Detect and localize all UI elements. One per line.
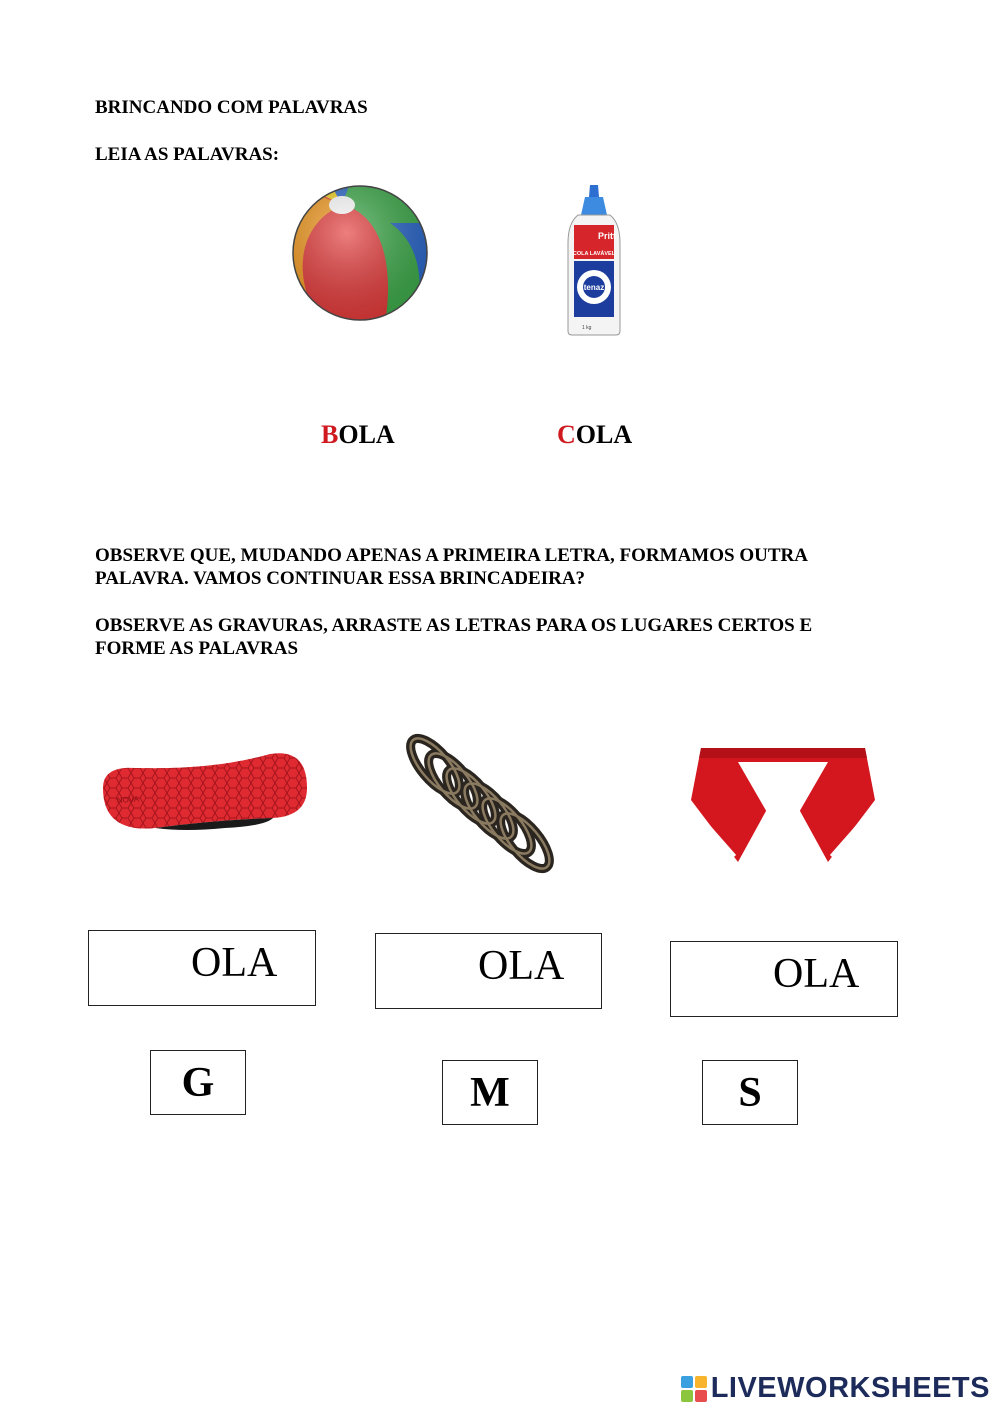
drop-box-2-ending: OLA [478,943,565,989]
example-word-bola [321,420,395,450]
shirt-collar-image [683,740,883,872]
drop-box-3[interactable] [670,941,898,1017]
beach-ball-image [290,183,430,323]
letter-tile-m[interactable]: M [442,1060,538,1125]
example-word-cola [557,420,632,450]
read-instruction: LEIA AS PALAVRAS: [95,144,280,165]
task-instruction [95,614,812,660]
example-word-bola-first-letter: B [321,420,339,449]
example-word-cola-first-letter: C [557,420,576,449]
observation-text [95,544,808,590]
glue-product-text: COLA LAVÁVEL [572,251,616,257]
worksheet-title: BRINCANDO COM PALAVRAS [95,97,368,118]
letter-tile-s[interactable]: S [702,1060,798,1125]
example-word-bola-rest: OLA [338,420,395,449]
letter-tile-g[interactable]: G [150,1050,246,1115]
liveworksheets-badge-icon [681,1376,707,1402]
glue-bottle-image [560,183,628,338]
drop-box-2[interactable] [375,933,602,1009]
coil-spring-image [400,728,565,880]
task-line-2: FORME AS PALAVRAS [95,638,299,659]
glue-brand-text: Pritt [598,231,616,241]
glue-size-text: 1 kg [582,325,592,331]
task-line-1: OBSERVE AS GRAVURAS, ARRASTE AS LETRAS PARA OS LUGARES CERTOS E [95,615,813,636]
liveworksheets-logo [681,1372,990,1405]
observation-line-2: PALAVRA. VAMOS CONTINUAR ESSA BRINCADEIRA? [95,568,586,589]
glue-name-text: tenaz [583,283,605,292]
drop-box-1-ending: OLA [191,940,278,986]
observation-line-1: OBSERVE QUE, MUDANDO APENAS A PRIMEIRA LETRA, FORMAMOS OUTRA [95,545,808,566]
liveworksheets-text: LIVEWORKSHEETS [710,1372,990,1404]
drop-box-1[interactable] [88,930,316,1006]
shoe-sole-image [95,748,310,833]
svg-text:NOVA: NOVA [116,794,140,805]
drop-box-3-ending: OLA [773,951,860,997]
example-word-cola-rest: OLA [575,420,633,449]
